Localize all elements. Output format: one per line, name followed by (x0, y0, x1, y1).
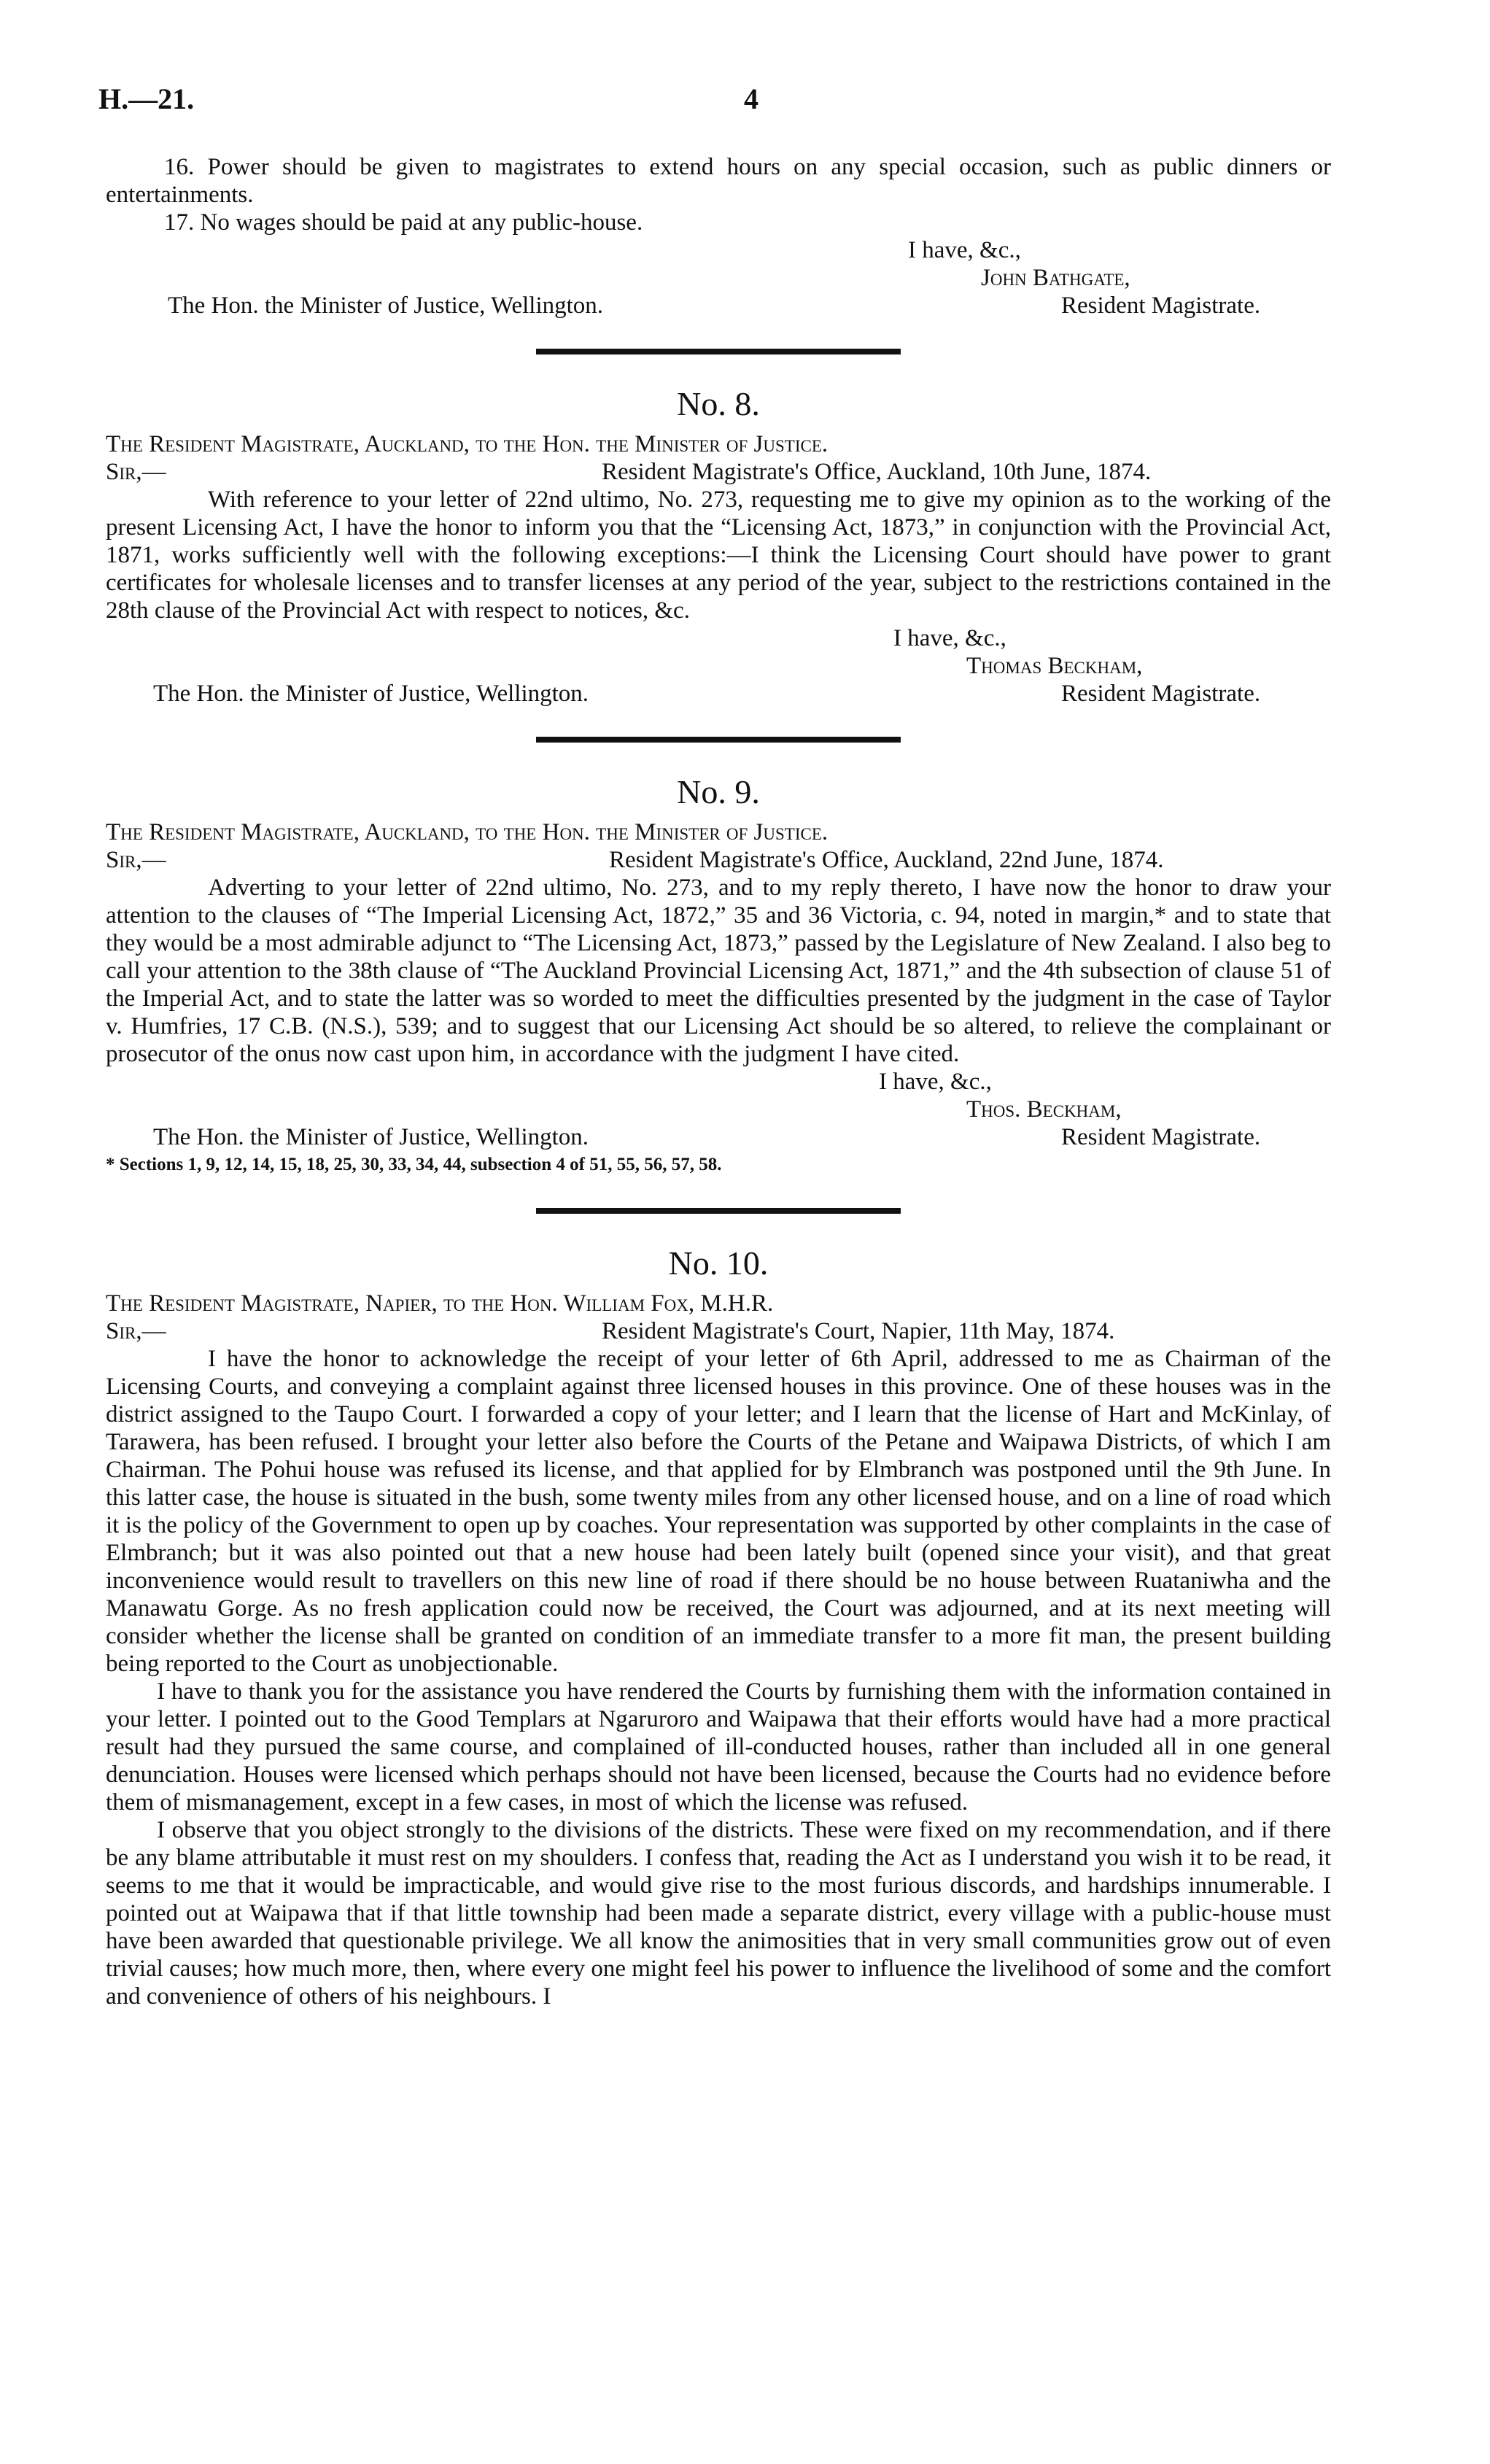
letter-from-line: The Resident Magistrate, Auckland, to the Hon. the Minister of Justice. (106, 819, 829, 845)
report-reference: H.—21. (98, 82, 195, 115)
addressee: The Hon. the Minister of Justice, Wellington. (153, 1124, 589, 1150)
closing-phrase: I have, &c., (879, 1069, 992, 1095)
addressee: The Hon. the Minister of Justice, Wellington. (153, 681, 589, 707)
signer-title: Resident Magistrate. (1061, 292, 1261, 319)
dateline: Resident Magistrate's Court, Napier, 11th May, 1874. (602, 1318, 1115, 1344)
letter-paragraph: I have to thank you for the assistance you have rendered the Courts by furnishing them with the information contained in your letter. I pointed out to the Good Templars at Ngaruroro and Waipawa that their efforts would have had a more practical result had they pursued the same course, and complained of ill-conducted houses, rather than included all in one general denunciation. Houses were licensed which perhaps should not have been licensed, because the Courts had no evidence before them of mismanagement, except in a few cases, in most of which the license was refused. (106, 1678, 1331, 1816)
section-divider (536, 349, 901, 355)
signer-title: Resident Magistrate. (1061, 681, 1261, 707)
letter-body: With reference to your letter of 22nd ultimo, No. 273, requesting me to give my opinion as to the working of the present Licensing Act, I have the honor to inform you that the “Licensing Act, 1873,” in conjunction with the Provincial Act, 1871, works sufficiently well with the following exceptions:—I think the Licensing Court should have power to grant certificates for wholesale licenses and to transfer licenses at any period of the year, subject to the restrictions contained in the 28th clause of the Provincial Act with respect to notices, &c. (106, 487, 1331, 624)
signer-name: Thomas Beckham, (966, 653, 1143, 679)
signer-title: Resident Magistrate. (1061, 1124, 1261, 1150)
section-divider (536, 737, 901, 743)
section-divider (536, 1208, 901, 1214)
item-16: 16. Power should be given to magistrates to extend hours on any special occasion, such as public dinners or entertainments. (106, 154, 1331, 208)
signer-name: John Bathgate, (981, 265, 1130, 291)
letter-no-8 (106, 384, 1331, 708)
main-column (106, 153, 1331, 2010)
previous-letter-end (106, 153, 1331, 319)
dateline: Resident Magistrate's Office, Auckland, 10th June, 1874. (602, 459, 1152, 485)
salutation: Sir,— (106, 1318, 166, 1344)
letter-from-line: The Resident Magistrate, Napier, to the Hon. William Fox, M.H.R. (106, 1290, 774, 1317)
letter-paragraph: I have the honor to acknowledge the receipt of your letter of 6th April, addressed to me as Chairman of the Licensing Courts, and conveying a complaint against three licensed houses in this province. One of these houses was in the district assigned to the Taupo Court. I forwarded a copy of your letter; and I learn that the license of Hart and McKinlay, of Tarawera, has been refused. I brought your letter also before the Courts of the Petane and Waipawa Districts, of which I am Chairman. The Pohui house was refused its license, and that applied for by Elmbranch was postponed until the 9th June. In this latter case, the house is situated in the bush, some twenty miles from any other licensed house, and on a line of road which it is the policy of the Government to open up by coaches. Your representation was supported by other complaints in the case of Elmbranch; but it was also pointed out that a new house had been lately built (opened since your visit), and that great inconvenience would result to travellers on this new line of road if there should be no house between Ruataniwha and the Manawatu Gorge. As no fresh application could now be received, the Court was adjourned, and at its next meeting will consider whether the license shall be granted on condition of an immediate transfer to a more fit man, the present building being reported to the Court as unobjectionable. (106, 1346, 1331, 1677)
letter-no-10 (106, 1243, 1331, 2010)
letter-body: Adverting to your letter of 22nd ultimo, No. 273, and to my reply thereto, I have now the honor to draw your attention to the clauses of “The Imperial Licensing Act, 1872,” 35 and 36 Victoria, c. 94, noted in margin,* and to state that they would be a most admirable adjunct to “The Licensing Act, 1873,” passed by the Legislature of New Zealand. I also beg to call your attention to the 38th clause of “The Auckland Provincial Licensing Act, 1871,” and the 4th subsection of clause 51 of the Imperial Act, and to state the latter was so worded to meet the difficulties presented by the judgment in the case of Taylor v. Humfries, 17 C.B. (N.S.), 539; and to suggest that our Licensing Act should be so altered, to relieve the complainant or prosecutor of the onus now cast upon him, in accordance with the judgment I have cited. (106, 875, 1331, 1067)
salutation: Sir,— (106, 459, 166, 485)
letter-heading: No. 9. (677, 773, 760, 810)
letter-heading: No. 8. (677, 385, 760, 422)
item-17: 17. No wages should be paid at any public-house. (164, 209, 643, 236)
page-number: 4 (744, 82, 758, 115)
letter-heading: No. 10. (668, 1244, 769, 1282)
letter-from-line: The Resident Magistrate, Auckland, to the Hon. the Minister of Justice. (106, 431, 829, 457)
signer-name: Thos. Beckham, (966, 1096, 1122, 1123)
salutation: Sir,— (106, 847, 166, 873)
letter-no-9 (106, 772, 1331, 1179)
closing-phrase: I have, &c., (908, 237, 1021, 263)
footnote: * Sections 1, 9, 12, 14, 15, 18, 25, 30, 33, 34, 44, subsection 4 of 51, 55, 56, 57, 58. (106, 1155, 722, 1174)
letter-paragraph: I observe that you object strongly to the divisions of the districts. These were fixed on my recommendation, and if there be any blame attributable it must rest on my shoulders. I confess that, reading the Act as I understand you wish it to be read, it seems to me that it would be impracticable, and would give rise to the most furious discords, and hardships innumerable. I pointed out at Waipawa that if that little township had been made a separate district, every village with a public-house must have been awarded that questionable privilege. We all know the animosities that in very small communities grow out of even trivial causes; how much more, then, where every one might feel his power to influence the livelihood of some and the comfort and convenience of others of his neighbours. I (106, 1817, 1331, 2010)
addressee: The Hon. the Minister of Justice, Wellington. (168, 292, 604, 319)
page-header (98, 82, 1338, 125)
dateline: Resident Magistrate's Office, Auckland, 22nd June, 1874. (609, 847, 1164, 873)
closing-phrase: I have, &c., (893, 625, 1006, 651)
